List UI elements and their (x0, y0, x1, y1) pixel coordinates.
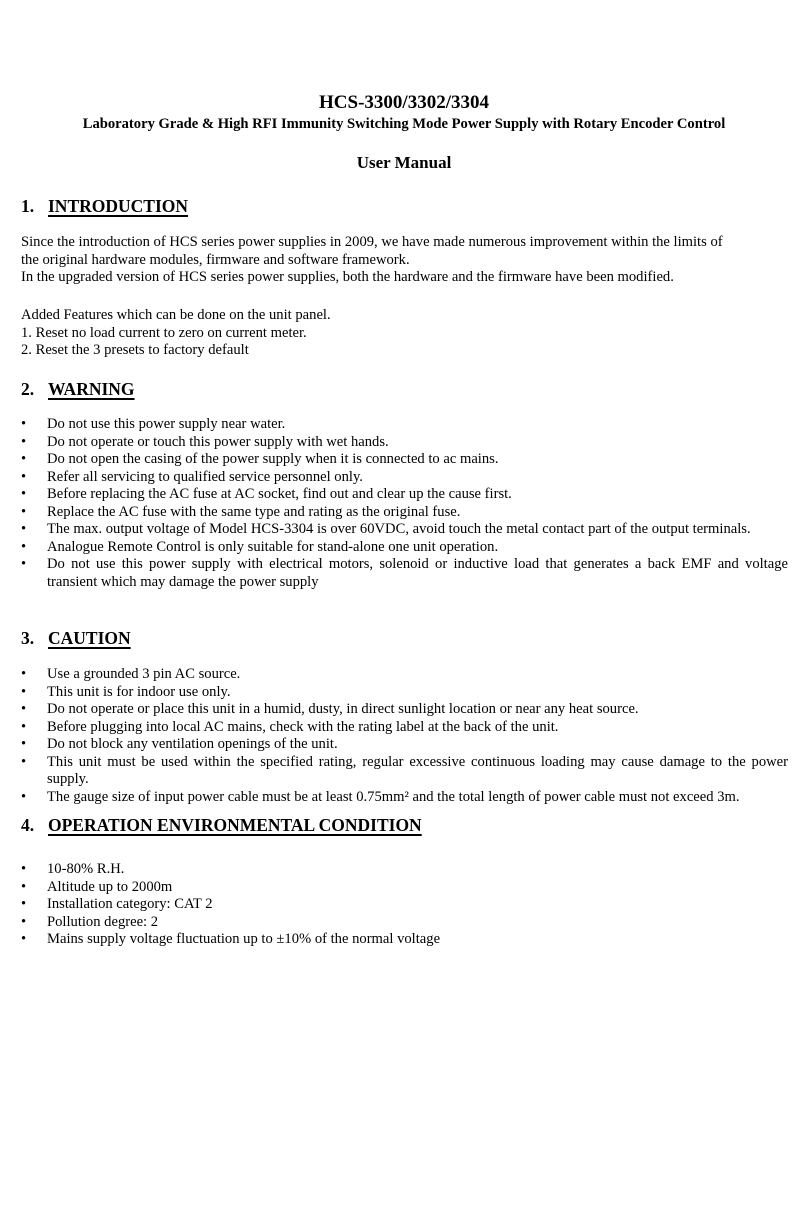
list-item-text: Before replacing the AC fuse at AC socket, find out and clear up the cause first. (47, 486, 512, 502)
list-item (21, 719, 788, 737)
bullet-icon: • (21, 861, 27, 877)
list-item-text: Before plugging into local AC mains, check with the rating label at the back of the unit. (47, 718, 559, 735)
list-item (21, 931, 788, 949)
paragraph-line: Since the introduction of HCS series power supplies in 2009, we have made numerous improvement within the limits of (21, 234, 723, 250)
section-warning-heading (21, 379, 135, 399)
list-item-text: Do not operate or place this unit in a humid, dusty, in direct sunlight location or near any heat source. (47, 701, 639, 717)
list-item-text: Refer all servicing to qualified service personnel only. (47, 468, 363, 485)
list-item (21, 539, 788, 557)
list-item-text: Pollution degree: 2 (47, 913, 159, 930)
list-item (21, 754, 788, 789)
document-title: HCS-3300/3302/3304 (319, 92, 489, 113)
list-item (21, 701, 788, 719)
section-number: 2. (21, 379, 35, 399)
list-item (21, 914, 788, 932)
bullet-icon: • (21, 433, 27, 450)
list-item-text: Analogue Remote Control is only suitable for stand-alone one unit operation. (47, 538, 499, 555)
list-item (21, 861, 788, 879)
bullet-icon: • (21, 556, 27, 572)
list-item-text: Mains supply voltage fluctuation up to ±10% of the normal voltage (47, 931, 441, 947)
section-number: 3. (21, 628, 35, 648)
added-features (21, 307, 788, 360)
paragraph-line: 1. Reset no load current to zero on current meter. (21, 324, 307, 341)
introduction-paragraph (21, 234, 788, 287)
bullet-icon: • (21, 701, 27, 717)
bullet-icon: • (21, 468, 27, 485)
list-item-text: The max. output voltage of Model HCS-3304 is over 60VDC, avoid touch the metal contact part of the output terminals. (47, 521, 751, 537)
bullet-icon: • (21, 753, 27, 770)
bullet-icon: • (21, 896, 27, 912)
list-item-text: Altitude up to 2000m (47, 878, 173, 895)
list-item (21, 504, 788, 522)
bullet-icon: • (21, 736, 27, 752)
warning-list (21, 416, 788, 591)
bullet-icon: • (21, 486, 27, 502)
bullet-icon: • (21, 913, 27, 930)
paragraph-line: the original hardware modules, firmware and software framework. (21, 251, 410, 268)
section-title: CAUTION (48, 628, 131, 648)
list-item (21, 879, 788, 897)
list-item-text: Installation category: CAT 2 (47, 896, 213, 912)
list-item-text: Do not open the casing of the power supply when it is connected to ac mains. (47, 451, 499, 467)
document-subtitle: Laboratory Grade & High RFI Immunity Switching Mode Power Supply with Rotary Encoder Control (82, 116, 726, 132)
paragraph-line: Added Features which can be done on the unit panel. (21, 307, 331, 323)
section-environment-heading (21, 815, 422, 835)
list-item-text: Do not block any ventilation openings of the unit. (47, 736, 338, 752)
list-item-text: Do not operate or touch this power supply with wet hands. (47, 433, 389, 450)
list-item (21, 521, 788, 539)
list-item-text: Do not use this power supply with electrical motors, solenoid or inductive load that generates a back EMF and voltage transient which may damage the power supply (47, 556, 788, 590)
section-number: 4. (21, 815, 35, 835)
paragraph-line: 2. Reset the 3 presets to factory default (21, 342, 249, 358)
section-introduction-heading (21, 196, 188, 216)
section-number: 1. (21, 196, 35, 216)
bullet-icon: • (21, 538, 27, 555)
environment-list (21, 861, 788, 949)
bullet-icon: • (21, 416, 27, 432)
list-item (21, 736, 788, 754)
list-item-text: Replace the AC fuse with the same type and rating as the original fuse. (47, 503, 461, 520)
list-item-text: This unit must be used within the specified rating, regular excessive continuous loading may cause damage to the power supply. (47, 753, 788, 787)
bullet-icon: • (21, 451, 27, 467)
caution-list (21, 666, 788, 806)
bullet-icon: • (21, 666, 27, 682)
list-item-text: This unit is for indoor use only. (47, 683, 231, 700)
section-title: WARNING (48, 379, 135, 399)
manual-label: User Manual (356, 153, 452, 172)
list-item (21, 486, 788, 504)
paragraph-line: In the upgraded version of HCS series power supplies, both the hardware and the firmware have been modified. (21, 269, 674, 285)
bullet-icon: • (21, 878, 27, 895)
list-item (21, 434, 788, 452)
list-item-text: Do not use this power supply near water. (47, 416, 286, 432)
bullet-icon: • (21, 521, 27, 537)
list-item (21, 556, 788, 591)
list-item-text: Use a grounded 3 pin AC source. (47, 666, 241, 682)
list-item (21, 896, 788, 914)
section-title: OPERATION ENVIRONMENTAL CONDITION (48, 815, 422, 835)
bullet-icon: • (21, 503, 27, 520)
bullet-icon: • (21, 718, 27, 735)
bullet-icon: • (21, 788, 27, 805)
list-item (21, 416, 788, 434)
list-item (21, 684, 788, 702)
list-item (21, 451, 788, 469)
list-item (21, 469, 788, 487)
bullet-icon: • (21, 683, 27, 700)
bullet-icon: • (21, 931, 27, 947)
list-item-text: 10-80% R.H. (47, 861, 125, 877)
section-caution-heading (21, 628, 131, 648)
list-item (21, 666, 788, 684)
section-title: INTRODUCTION (48, 196, 189, 216)
list-item-text: The gauge size of input power cable must be at least 0.75mm² and the total length of power cable must not exceed 3m. (47, 788, 740, 805)
list-item (21, 789, 788, 807)
